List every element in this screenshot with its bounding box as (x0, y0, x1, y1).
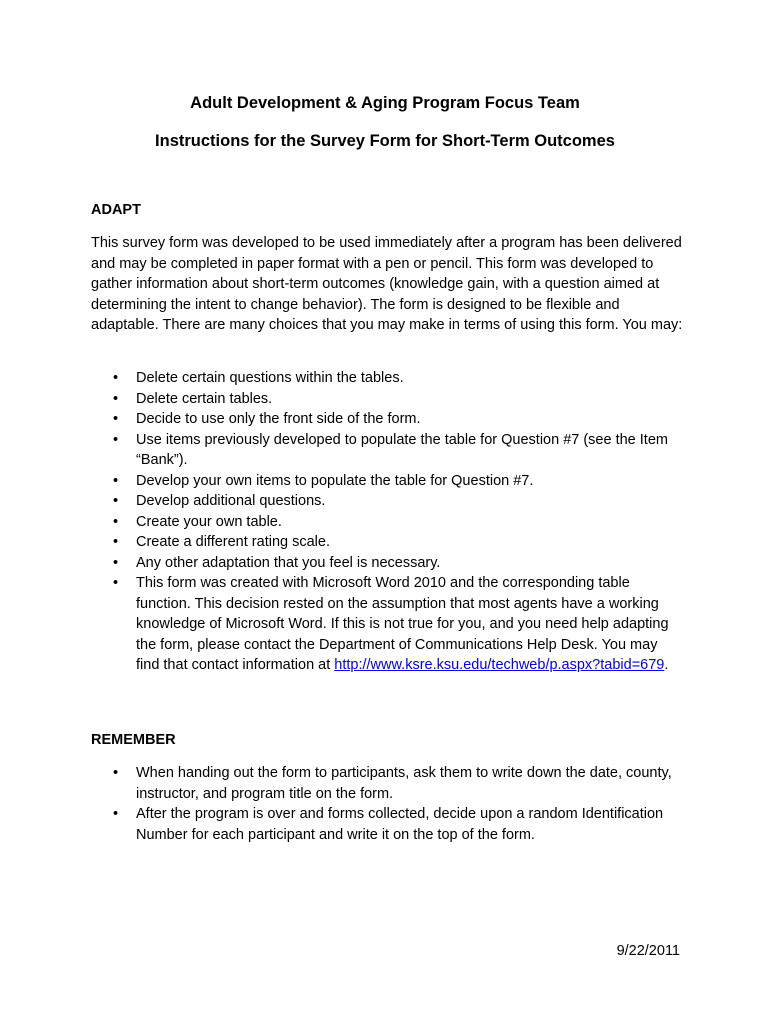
bullet-icon: • (113, 370, 119, 386)
list-item-text: When handing out the form to participants, ask them to write down the date, county, instructor, and program title on the form. (136, 765, 672, 802)
list-item-text: After the program is over and forms collected, decide upon a random Identification Number for each participant and write it on the top of the form. (136, 806, 664, 843)
document-title: Adult Development & Aging Program Focus Team (190, 94, 580, 112)
list-item (0, 430, 676, 471)
list-item-text: Delete certain tables. (136, 390, 273, 407)
remember-heading: REMEMBER (91, 732, 176, 748)
adapt-paragraph: This survey form was developed to be used immediately after a program has been delivered and may be completed in paper format with a pen or pencil. This form was developed to gather information about short-term outcomes (knowledge gain, with a question aimed at determining the intent to change behavior). The form is designed to be flexible and adaptable. There are many choices that you may make in terms of using this form. You may: (91, 235, 683, 333)
list-item (0, 389, 676, 410)
footer-date: 9/22/2011 (616, 943, 680, 959)
bullet-icon: • (113, 472, 119, 489)
list-item (0, 763, 676, 804)
document-subtitle: Instructions for the Survey Form for Short-Term Outcomes (155, 132, 615, 150)
list-item (0, 512, 676, 533)
list-item (0, 471, 676, 492)
help-desk-link[interactable]: http://www.ksre.ksu.edu/techweb/p.aspx?tabid=679 (334, 657, 665, 673)
adapt-heading: ADAPT (91, 202, 141, 218)
adapt-bullet-list (0, 368, 770, 676)
bullet-icon: • (113, 411, 119, 427)
list-item (0, 553, 676, 574)
list-item-text: Create your own table. (136, 513, 282, 530)
list-item (0, 368, 676, 389)
list-item (0, 804, 676, 845)
bullet-icon: • (113, 765, 119, 781)
bullet-icon: • (113, 513, 119, 530)
bullet-icon: • (113, 806, 119, 822)
bullet-icon: • (113, 575, 119, 591)
list-item (0, 491, 676, 512)
list-item-text: Decide to use only the front side of the form. (136, 411, 421, 427)
list-item-text: Develop additional questions. (136, 493, 326, 509)
list-item-text: Use items previously developed to populate the table for Question #7 (see the Item “Bank”). (136, 431, 668, 468)
list-item-end: . (664, 657, 669, 673)
bullet-icon: • (113, 390, 119, 407)
list-item (0, 532, 676, 553)
bullet-icon: • (113, 534, 119, 550)
remember-bullet-list (0, 763, 770, 845)
bullet-icon: • (113, 493, 119, 509)
list-item-text: Delete certain questions within the tables. (136, 370, 404, 386)
list-item-text: This form was created with Microsoft Word 2010 and the corresponding table function. This decision rested on the assumption that most agents have a working knowledge of Microsoft Word. If this is not true for you, and you need help adapting the form, please contact the Department of Communications Help Desk. You may find that contact information at (136, 575, 669, 673)
list-item (0, 573, 676, 676)
list-item-text: Any other adaptation that you feel is necessary. (136, 554, 441, 571)
bullet-icon: • (113, 554, 119, 571)
list-item (0, 409, 676, 430)
list-item-text: Create a different rating scale. (136, 534, 330, 550)
list-item-text: Develop your own items to populate the table for Question #7. (136, 472, 534, 489)
bullet-icon: • (113, 431, 119, 448)
